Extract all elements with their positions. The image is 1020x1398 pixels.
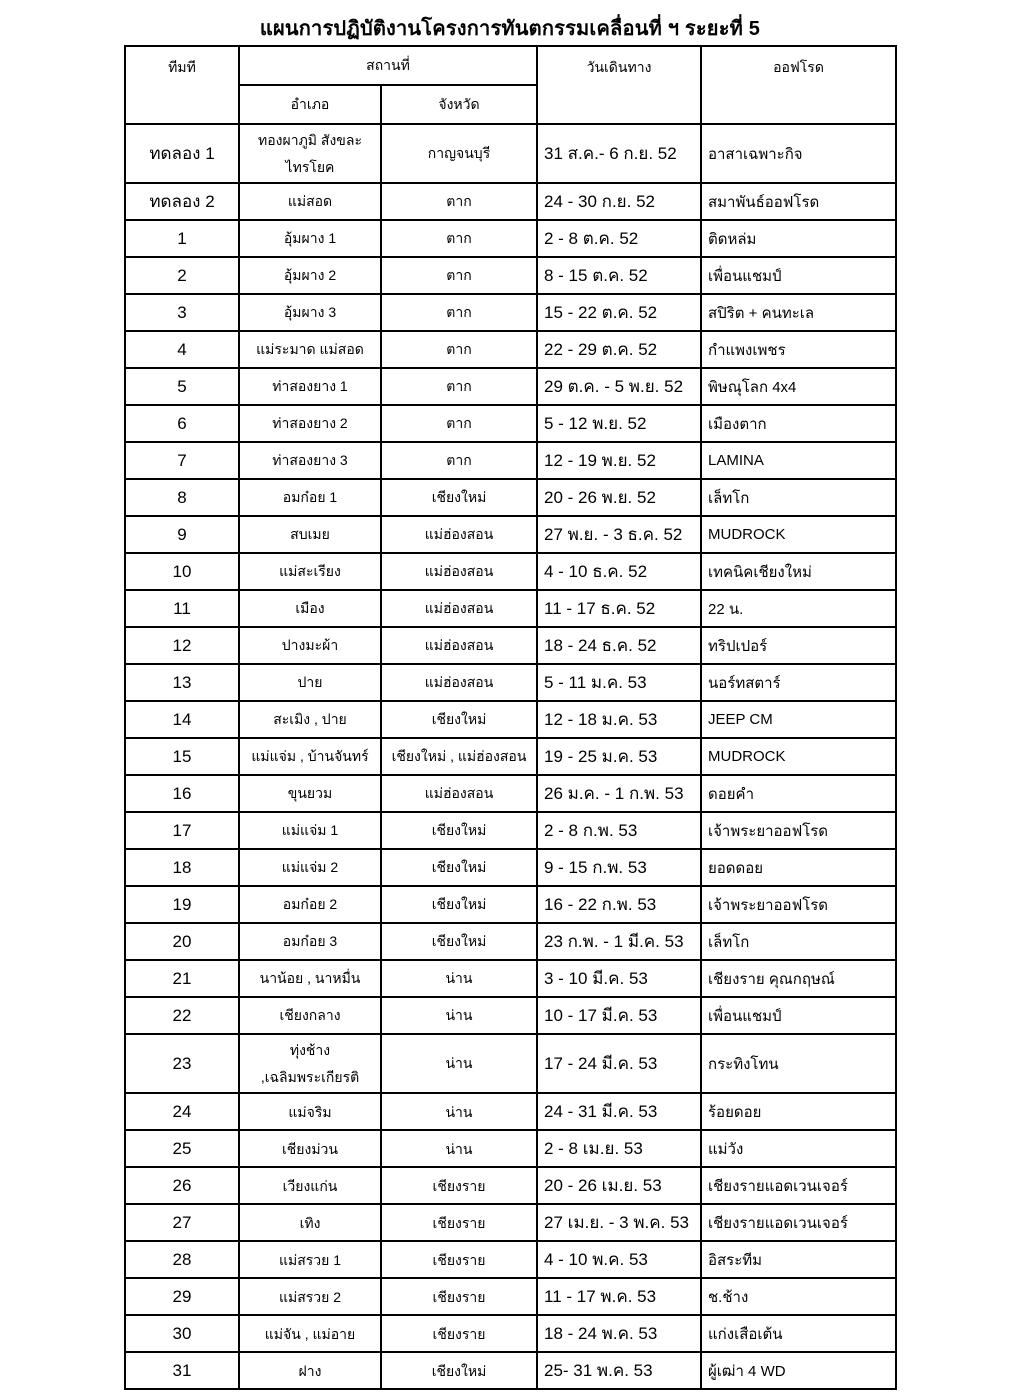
team-cell: 19 xyxy=(125,886,239,923)
travel-date-cell: 2 - 8 เม.ย. 53 xyxy=(537,1130,701,1167)
offroad-cell: สมาพันธ์ออฟโรด xyxy=(701,183,896,220)
offroad-cell: ยอดดอย xyxy=(701,849,896,886)
travel-date-cell: 20 - 26 เม.ย. 53 xyxy=(537,1167,701,1204)
province-cell: กาญจนบุรี xyxy=(381,124,537,183)
province-cell: เชียงใหม่ xyxy=(381,886,537,923)
travel-date-cell: 3 - 10 มี.ค. 53 xyxy=(537,960,701,997)
table-row xyxy=(125,1278,896,1315)
district-cell: แม่สอด xyxy=(239,183,381,220)
province-cell: แม่ฮ่องสอน xyxy=(381,775,537,812)
team-cell: 7 xyxy=(125,442,239,479)
table-row xyxy=(125,294,896,331)
table-row xyxy=(125,442,896,479)
travel-date-cell: 8 - 15 ต.ค. 52 xyxy=(537,257,701,294)
district-cell: ปาย xyxy=(239,664,381,701)
offroad-cell: เชียงรายแอดเวนเจอร์ xyxy=(701,1167,896,1204)
district-cell: แม่แจ่ม 2 xyxy=(239,849,381,886)
team-cell: 24 xyxy=(125,1093,239,1130)
table-row xyxy=(125,1167,896,1204)
province-cell: เชียงใหม่ xyxy=(381,701,537,738)
travel-date-cell: 4 - 10 ธ.ค. 52 xyxy=(537,553,701,590)
table-row xyxy=(125,627,896,664)
travel-date-cell: 24 - 31 มี.ค. 53 xyxy=(537,1093,701,1130)
table-row xyxy=(125,997,896,1034)
table-row xyxy=(125,923,896,960)
offroad-cell: 22 น. xyxy=(701,590,896,627)
district-cell: แม่แจ่ม 1 xyxy=(239,812,381,849)
travel-date-cell: 4 - 10 พ.ค. 53 xyxy=(537,1241,701,1278)
travel-date-cell: 16 - 22 ก.พ. 53 xyxy=(537,886,701,923)
offroad-cell: เล็ทโก xyxy=(701,923,896,960)
offroad-cell: แม่วัง xyxy=(701,1130,896,1167)
header-row-top xyxy=(125,46,896,85)
offroad-cell: ติดหล่ม xyxy=(701,220,896,257)
table-row xyxy=(125,1093,896,1130)
offroad-cell: เพื่อนแชมป์ xyxy=(701,257,896,294)
province-cell: เชียงใหม่ xyxy=(381,849,537,886)
team-cell: 30 xyxy=(125,1315,239,1352)
province-cell: เชียงใหม่ xyxy=(381,1352,537,1389)
district-cell: ท่าสองยาง 2 xyxy=(239,405,381,442)
travel-date-cell: 11 - 17 พ.ค. 53 xyxy=(537,1278,701,1315)
travel-date-cell: 9 - 15 ก.พ. 53 xyxy=(537,849,701,886)
province-cell: เชียงราย xyxy=(381,1278,537,1315)
travel-date-cell: 20 - 26 พ.ย. 52 xyxy=(537,479,701,516)
offroad-cell: LAMINA xyxy=(701,442,896,479)
province-cell: เชียงใหม่ xyxy=(381,812,537,849)
district-cell: แม่สรวย 2 xyxy=(239,1278,381,1315)
district-cell: แม่สะเรียง xyxy=(239,553,381,590)
district-cell: ทุ่งช้าง ,เฉลิมพระเกียรติ xyxy=(239,1034,381,1093)
team-cell: 8 xyxy=(125,479,239,516)
district-cell: นาน้อย , นาหมื่น xyxy=(239,960,381,997)
team-cell: 27 xyxy=(125,1204,239,1241)
travel-date-cell: 5 - 11 ม.ค. 53 xyxy=(537,664,701,701)
travel-date-cell: 26 ม.ค. - 1 ก.พ. 53 xyxy=(537,775,701,812)
table-row xyxy=(125,124,896,183)
district-cell: อมก๋อย 2 xyxy=(239,886,381,923)
province-cell: ตาก xyxy=(381,442,537,479)
table-row xyxy=(125,257,896,294)
table-body xyxy=(125,124,896,1389)
district-cell: แม่จัน , แม่อาย xyxy=(239,1315,381,1352)
province-cell: ตาก xyxy=(381,220,537,257)
offroad-cell: เล็ทโก xyxy=(701,479,896,516)
offroad-cell: เพื่อนแชมป์ xyxy=(701,997,896,1034)
offroad-cell: ดอยคำ xyxy=(701,775,896,812)
province-cell: เชียงใหม่ xyxy=(381,479,537,516)
table-row xyxy=(125,1352,896,1389)
offroad-cell: JEEP CM xyxy=(701,701,896,738)
offroad-cell: สปิริต + คนทะเล xyxy=(701,294,896,331)
province-cell: เชียงใหม่ xyxy=(381,923,537,960)
table-row xyxy=(125,479,896,516)
team-cell: 5 xyxy=(125,368,239,405)
travel-date-cell: 19 - 25 ม.ค. 53 xyxy=(537,738,701,775)
team-cell: 12 xyxy=(125,627,239,664)
travel-date-cell: 27 เม.ย. - 3 พ.ค. 53 xyxy=(537,1204,701,1241)
travel-date-cell: 24 - 30 ก.ย. 52 xyxy=(537,183,701,220)
province-cell: ตาก xyxy=(381,405,537,442)
team-cell: 22 xyxy=(125,997,239,1034)
travel-date-cell: 29 ต.ค. - 5 พ.ย. 52 xyxy=(537,368,701,405)
travel-date-cell: 27 พ.ย. - 3 ธ.ค. 52 xyxy=(537,516,701,553)
province-cell: เชียงราย xyxy=(381,1241,537,1278)
page-title: แผนการปฏิบัติงานโครงการทันตกรรมเคลื่อนที่ ฯ ระยะที่ 5 xyxy=(259,18,761,40)
team-cell: 16 xyxy=(125,775,239,812)
district-cell: ทองผาภูมิ สังขละ ไทรโยค xyxy=(239,124,381,183)
district-cell: เทิง xyxy=(239,1204,381,1241)
table-row xyxy=(125,405,896,442)
district-cell: แม่แจ่ม , บ้านจันทร์ xyxy=(239,738,381,775)
table-row xyxy=(125,1241,896,1278)
team-cell: 2 xyxy=(125,257,239,294)
table-row xyxy=(125,701,896,738)
team-cell: 18 xyxy=(125,849,239,886)
province-cell: แม่ฮ่องสอน xyxy=(381,516,537,553)
team-cell: 9 xyxy=(125,516,239,553)
province-cell: เชียงใหม่ , แม่ฮ่องสอน xyxy=(381,738,537,775)
team-cell: 15 xyxy=(125,738,239,775)
province-cell: ตาก xyxy=(381,183,537,220)
header-offroad: ออฟโรด xyxy=(701,46,896,124)
travel-date-cell: 25- 31 พ.ค. 53 xyxy=(537,1352,701,1389)
team-cell: 23 xyxy=(125,1034,239,1093)
team-cell: 4 xyxy=(125,331,239,368)
table-row xyxy=(125,775,896,812)
header-location: สถานที่ xyxy=(239,46,537,85)
province-cell: น่าน xyxy=(381,1034,537,1093)
province-cell: ตาก xyxy=(381,294,537,331)
province-cell: เชียงราย xyxy=(381,1204,537,1241)
table-row xyxy=(125,331,896,368)
district-cell: เมือง xyxy=(239,590,381,627)
team-cell: 29 xyxy=(125,1278,239,1315)
header-province: จังหวัด xyxy=(381,85,537,124)
team-cell: 3 xyxy=(125,294,239,331)
province-cell: แม่ฮ่องสอน xyxy=(381,590,537,627)
team-cell: 26 xyxy=(125,1167,239,1204)
table-row xyxy=(125,590,896,627)
offroad-cell: MUDROCK xyxy=(701,738,896,775)
team-cell: 20 xyxy=(125,923,239,960)
travel-date-cell: 17 - 24 มี.ค. 53 xyxy=(537,1034,701,1093)
district-cell: อมก๋อย 3 xyxy=(239,923,381,960)
team-cell: 11 xyxy=(125,590,239,627)
province-cell: น่าน xyxy=(381,997,537,1034)
team-cell: ทดลอง 2 xyxy=(125,183,239,220)
travel-date-cell: 23 ก.พ. - 1 มี.ค. 53 xyxy=(537,923,701,960)
province-cell: น่าน xyxy=(381,960,537,997)
province-cell: ตาก xyxy=(381,257,537,294)
district-cell: แม่จริม xyxy=(239,1093,381,1130)
offroad-cell: เทคนิคเชียงใหม่ xyxy=(701,553,896,590)
travel-date-cell: 18 - 24 ธ.ค. 52 xyxy=(537,627,701,664)
travel-date-cell: 12 - 18 ม.ค. 53 xyxy=(537,701,701,738)
table-row xyxy=(125,183,896,220)
offroad-cell: ทริปเปอร์ xyxy=(701,627,896,664)
province-cell: แม่ฮ่องสอน xyxy=(381,664,537,701)
offroad-cell: เชียงราย คุณกฤษณ์ xyxy=(701,960,896,997)
offroad-cell: กระทิงโทน xyxy=(701,1034,896,1093)
travel-date-cell: 10 - 17 มี.ค. 53 xyxy=(537,997,701,1034)
travel-date-cell: 12 - 19 พ.ย. 52 xyxy=(537,442,701,479)
team-cell: 14 xyxy=(125,701,239,738)
travel-date-cell: 22 - 29 ต.ค. 52 xyxy=(537,331,701,368)
header-district: อำเภอ xyxy=(239,85,381,124)
table-row xyxy=(125,516,896,553)
district-cell: แม่สรวย 1 xyxy=(239,1241,381,1278)
province-cell: น่าน xyxy=(381,1130,537,1167)
offroad-cell: กำแพงเพชร xyxy=(701,331,896,368)
province-cell: น่าน xyxy=(381,1093,537,1130)
offroad-cell: เจ้าพระยาออฟโรด xyxy=(701,886,896,923)
district-cell: อุ้มผาง 1 xyxy=(239,220,381,257)
team-cell: 28 xyxy=(125,1241,239,1278)
district-cell: อุ้มผาง 3 xyxy=(239,294,381,331)
province-cell: แม่ฮ่องสอน xyxy=(381,553,537,590)
district-cell: ขุนยวม xyxy=(239,775,381,812)
district-cell: สบเมย xyxy=(239,516,381,553)
district-cell: ปางมะผ้า xyxy=(239,627,381,664)
offroad-cell: นอร์ทสตาร์ xyxy=(701,664,896,701)
table-row xyxy=(125,368,896,405)
district-cell: สะเมิง , ปาย xyxy=(239,701,381,738)
table-row xyxy=(125,664,896,701)
offroad-cell: เจ้าพระยาออฟโรด xyxy=(701,812,896,849)
team-cell: 10 xyxy=(125,553,239,590)
table-row xyxy=(125,553,896,590)
offroad-cell: แก่งเสือเต้น xyxy=(701,1315,896,1352)
travel-date-cell: 15 - 22 ต.ค. 52 xyxy=(537,294,701,331)
team-cell: 6 xyxy=(125,405,239,442)
district-cell: ท่าสองยาง 1 xyxy=(239,368,381,405)
district-cell: อุ้มผาง 2 xyxy=(239,257,381,294)
offroad-cell: MUDROCK xyxy=(701,516,896,553)
province-cell: เชียงราย xyxy=(381,1167,537,1204)
travel-date-cell: 5 - 12 พ.ย. 52 xyxy=(537,405,701,442)
district-cell: เวียงแก่น xyxy=(239,1167,381,1204)
district-cell: ฝาง xyxy=(239,1352,381,1389)
team-cell: 1 xyxy=(125,220,239,257)
district-cell: เชียงม่วน xyxy=(239,1130,381,1167)
table-row xyxy=(125,1315,896,1352)
table-header xyxy=(125,46,896,124)
header-travel-date: วันเดินทาง xyxy=(537,46,701,124)
table-row xyxy=(125,849,896,886)
travel-date-cell: 18 - 24 พ.ค. 53 xyxy=(537,1315,701,1352)
district-cell: ท่าสองยาง 3 xyxy=(239,442,381,479)
travel-date-cell: 31 ส.ค.- 6 ก.ย. 52 xyxy=(537,124,701,183)
travel-date-cell: 2 - 8 ต.ค. 52 xyxy=(537,220,701,257)
offroad-cell: อาสาเฉพาะกิจ xyxy=(701,124,896,183)
team-cell: 21 xyxy=(125,960,239,997)
offroad-cell: ร้อยดอย xyxy=(701,1093,896,1130)
team-cell: ทดลอง 1 xyxy=(125,124,239,183)
team-cell: 31 xyxy=(125,1352,239,1389)
district-cell: อมก๋อย 1 xyxy=(239,479,381,516)
table-row xyxy=(125,960,896,997)
table-row xyxy=(125,1130,896,1167)
offroad-cell: เมืองตาก xyxy=(701,405,896,442)
offroad-cell: พิษณุโลก 4x4 xyxy=(701,368,896,405)
province-cell: แม่ฮ่องสอน xyxy=(381,627,537,664)
offroad-cell: ช.ช้าง xyxy=(701,1278,896,1315)
schedule-table xyxy=(124,45,897,1390)
province-cell: ตาก xyxy=(381,368,537,405)
team-cell: 13 xyxy=(125,664,239,701)
province-cell: เชียงราย xyxy=(381,1315,537,1352)
team-cell: 17 xyxy=(125,812,239,849)
team-cell: 25 xyxy=(125,1130,239,1167)
travel-date-cell: 2 - 8 ก.พ. 53 xyxy=(537,812,701,849)
table-row xyxy=(125,1034,896,1093)
travel-date-cell: 11 - 17 ธ.ค. 52 xyxy=(537,590,701,627)
district-cell: แม่ระมาด แม่สอด xyxy=(239,331,381,368)
province-cell: ตาก xyxy=(381,331,537,368)
offroad-cell: อิสระทีม xyxy=(701,1241,896,1278)
table-row xyxy=(125,738,896,775)
offroad-cell: เชียงรายแอดเวนเจอร์ xyxy=(701,1204,896,1241)
header-team: ทีมที xyxy=(125,46,239,124)
district-cell: เชียงกลาง xyxy=(239,997,381,1034)
table-row xyxy=(125,886,896,923)
table-row xyxy=(125,1204,896,1241)
table-row xyxy=(125,812,896,849)
table-row xyxy=(125,220,896,257)
offroad-cell: ผู้เฒ่า 4 WD xyxy=(701,1352,896,1389)
